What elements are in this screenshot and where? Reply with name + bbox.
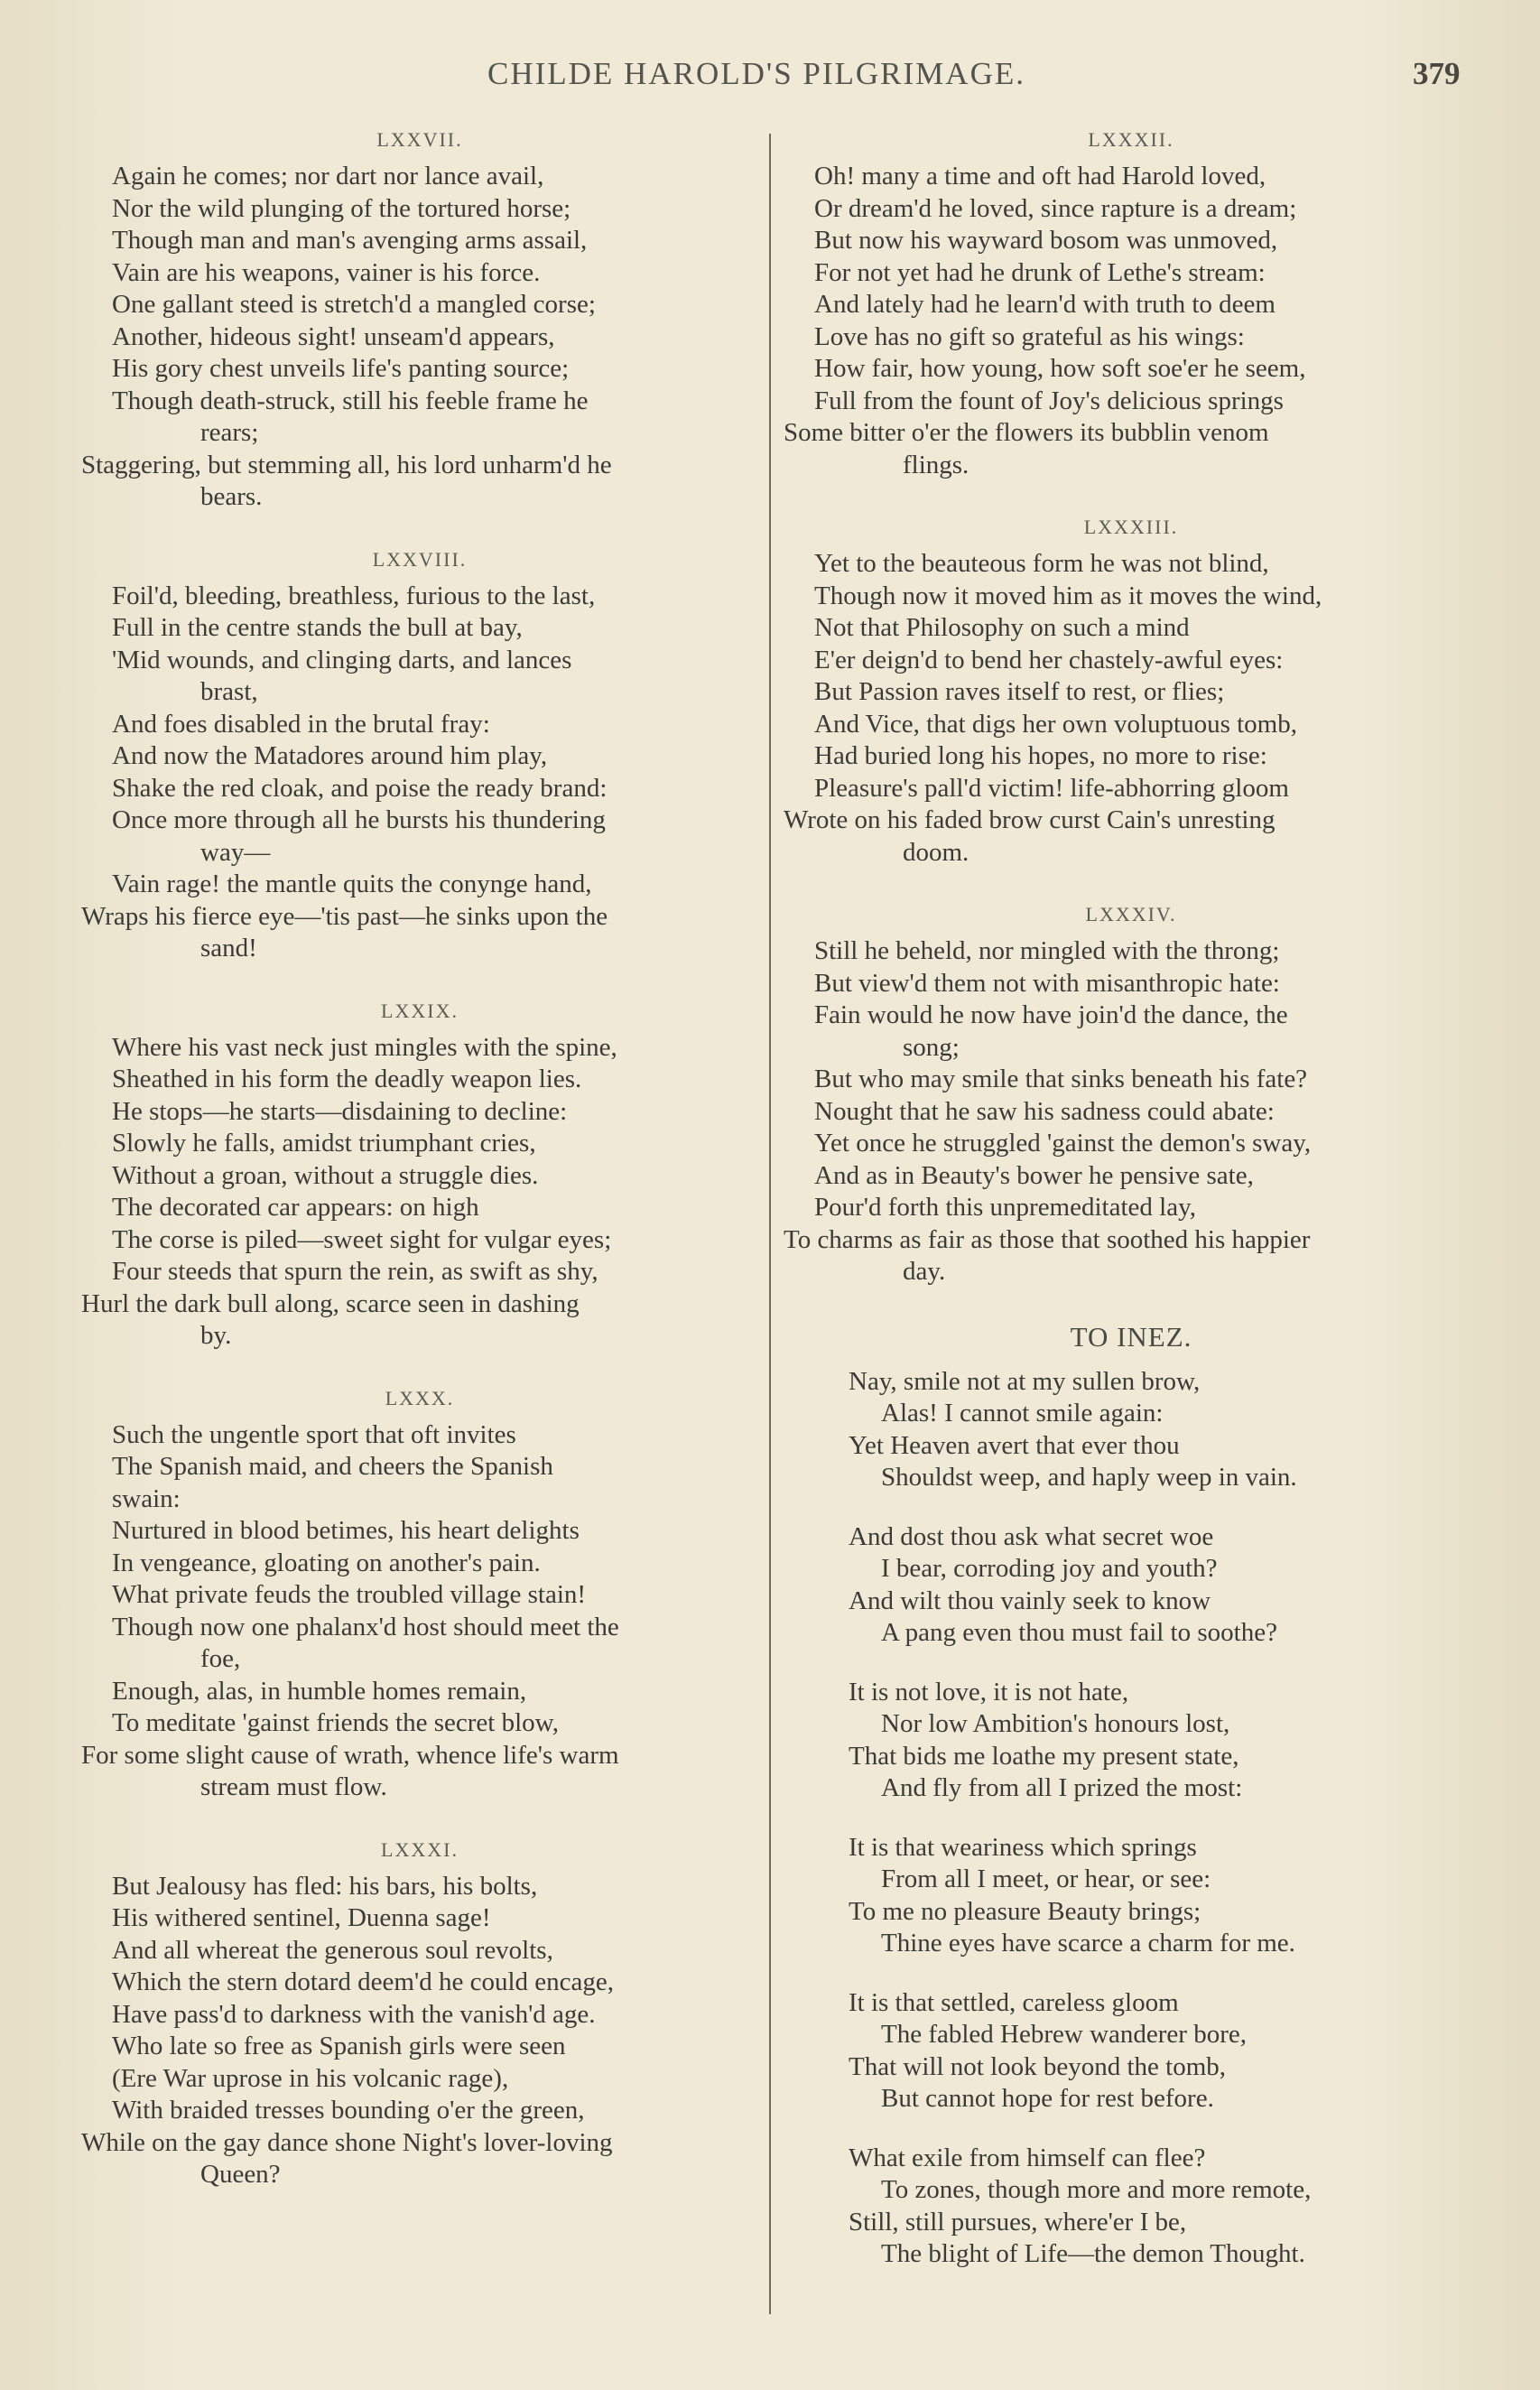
stanza-numeral: LXXXII. (1088, 128, 1174, 151)
verse-line: The corse is piled—sweet sight for vulgar eyes; (112, 1224, 612, 1254)
poem-verse (849, 2143, 1479, 2271)
right-stanzas (784, 126, 1479, 1288)
verse-line: Yet once he struggled 'gainst the demon's sway, (814, 1129, 1312, 1158)
verse-line: While on the gay dance shone Night's lover-loving (81, 2127, 613, 2157)
stanza (784, 901, 1479, 1288)
verse-line: Vain rage! the mantle quits the conynge hand, (112, 870, 592, 898)
verse-line: Have pass'd to darkness with the vanish'd age. (112, 1999, 596, 2029)
verse-line: Once more through all he bursts his thundering (112, 805, 606, 834)
verse-line: That will not look beyond the tomb, (849, 2051, 1227, 2081)
verse-line: His withered sentinel, Duenna sage! (112, 1903, 491, 1932)
verse-line: Where his vast neck just mingles with the spine, (112, 1032, 617, 1062)
verse-line: To zones, though more and more remote, (881, 2175, 1312, 2204)
verse-line: Foil'd, bleeding, breathless, furious to the last, (112, 581, 596, 610)
poem-verse (849, 1521, 1479, 1650)
poem-verse (849, 1832, 1479, 1960)
verse-line: doom. (903, 837, 969, 867)
verse-line: Hurl the dark bull along, scarce seen in dashing (81, 1288, 580, 1318)
verse-line: sand! (200, 934, 257, 963)
verse-line: The fabled Hebrew wanderer bore, (881, 2020, 1247, 2049)
verse-line: For some slight cause of wrath, whence life's warm (81, 1740, 619, 1770)
running-head (0, 56, 1540, 101)
verse-line: But Passion raves itself to rest, or flies; (814, 677, 1225, 706)
verse-line: Nay, smile not at my sullen brow, (849, 1366, 1201, 1396)
verse-line: Wrote on his faded brow curst Cain's unresting (784, 805, 1276, 834)
poem-body (784, 1366, 1479, 2271)
verse-line: And all whereat the generous soul revolts, (112, 1935, 553, 1965)
verse-line: One gallant steed is stretch'd a mangled corse; (112, 290, 596, 319)
verse-line: How fair, how young, how soft soe'er he seem, (814, 354, 1306, 383)
stanza (81, 546, 758, 965)
verse-line: Full in the centre stands the bull at bay, (112, 613, 523, 642)
verse-line: Queen? (200, 2160, 281, 2189)
verse-line: Fain would he now have join'd the dance, the (814, 1000, 1288, 1029)
verse-line: From all I meet, or hear, or see: (881, 1865, 1211, 1893)
stanza-numeral: LXXIX. (381, 999, 459, 1022)
stanza (81, 126, 758, 514)
verse-line: Slowly he falls, amidst triumphant cries, (112, 1129, 536, 1158)
stanza-numeral: LXXXI. (381, 1837, 459, 1861)
verse-line: flings. (903, 450, 969, 479)
verse-line: Alas! I cannot smile again: (881, 1399, 1164, 1427)
verse-line: Another, hideous sight! unseam'd appears, (112, 321, 555, 351)
verse-line: way— (200, 837, 271, 867)
poem-verse (849, 1366, 1479, 1494)
verse-line: Shouldst weep, and haply weep in vain. (881, 1463, 1297, 1492)
verse-line: by. (200, 1321, 232, 1350)
verse-line: Wraps his fierce eye—'tis past—he sinks upon the (81, 901, 608, 931)
verse-line: Nurtured in blood betimes, his heart delights (112, 1516, 580, 1545)
verse-line: Nor low Ambition's honours lost, (881, 1709, 1230, 1738)
verse-line: brast, (200, 677, 258, 706)
verse-line: Sheathed in his form the deadly weapon lies. (112, 1065, 582, 1093)
verse-line: Not that Philosophy on such a mind (814, 613, 1190, 642)
verse-line: I bear, corroding joy and youth? (881, 1554, 1218, 1583)
verse-line: But view'd them not with misanthropic hate: (814, 968, 1280, 998)
poem-verse (849, 1987, 1479, 2116)
verse-line: It is that weariness which springs (849, 1832, 1197, 1862)
verse-line: Though now it moved him as it moves the wind, (814, 581, 1322, 610)
verse-line: Enough, alas, in humble homes remain, (112, 1676, 527, 1706)
verse-line: A pang even thou must fail to soothe? (881, 1618, 1277, 1647)
verse-line: The blight of Life—the demon Thought. (881, 2239, 1305, 2268)
verse-line: day. (903, 1257, 946, 1286)
verse-line: bears. (200, 482, 263, 511)
verse-line: foe, (200, 1644, 241, 1673)
verse-line: Yet to the beauteous form he was not blind, (814, 549, 1269, 578)
page-number: 379 (1413, 56, 1461, 91)
stanza (784, 126, 1479, 481)
verse-line: And now the Matadores around him play, (112, 741, 548, 770)
verse-line: What private feuds the troubled village stain! (112, 1580, 587, 1609)
verse-line: Love has no gift so grateful as his wings: (814, 321, 1245, 351)
verse-line: It is not love, it is not hate, (849, 1677, 1129, 1706)
verse-line: Still, still pursues, where'er I be, (849, 2207, 1187, 2237)
verse-line: Full from the fount of Joy's delicious springs (814, 386, 1284, 415)
verse-line: Without a groan, without a struggle dies. (112, 1160, 539, 1190)
verse-line: And Vice, that digs her own voluptuous tomb, (814, 709, 1297, 739)
verse-line: Yet Heaven avert that ever thou (849, 1430, 1180, 1460)
verse-line: Pleasure's pall'd victim! life-abhorring gloom (814, 773, 1289, 803)
verse-line: song; (903, 1032, 960, 1062)
verse-line: rears; (200, 418, 259, 447)
verse-line: swain: (112, 1483, 181, 1513)
verse-line: E'er deign'd to bend her chastely-awful eyes: (814, 645, 1284, 674)
verse-line: In vengeance, gloating on another's pain. (112, 1548, 541, 1577)
running-title: CHILDE HAROLD'S PILGRIMAGE. (487, 56, 1025, 91)
verse-line: Though man and man's avenging arms assail, (112, 226, 588, 255)
stanza-numeral: LXXX. (385, 1386, 455, 1409)
stanza (81, 1837, 758, 2191)
verse-line: And foes disabled in the brutal fray: (112, 709, 490, 739)
verse-line: Or dream'd he loved, since rapture is a dream; (814, 193, 1297, 223)
stanza (784, 514, 1479, 869)
verse-line: With braided tresses bounding o'er the green, (112, 2096, 585, 2125)
verse-line: Vain are his weapons, vainer is his force. (112, 257, 541, 287)
left-column (81, 126, 758, 2224)
poem-title: TO INEZ. (1070, 1320, 1192, 1353)
verse-line: Shake the red cloak, and poise the ready brand: (112, 773, 608, 803)
verse-line: But cannot hope for rest before. (881, 2084, 1214, 2113)
right-column (784, 126, 1479, 2298)
verse-line: The decorated car appears: on high (112, 1193, 479, 1222)
verse-line: It is that settled, careless gloom (849, 1987, 1179, 2017)
verse-line: Nor the wild plunging of the tortured horse; (112, 193, 571, 223)
verse-line: But who may smile that sinks beneath his fate? (814, 1065, 1308, 1093)
stanza (81, 1385, 758, 1804)
verse-line: Though now one phalanx'd host should meet the (112, 1612, 619, 1641)
verse-line: Some bitter o'er the flowers its bubblin venom (784, 418, 1269, 447)
verse-line: To meditate 'gainst friends the secret blow, (112, 1708, 559, 1737)
column-divider (769, 134, 771, 2314)
verse-line: Nought that he saw his sadness could abate: (814, 1096, 1275, 1126)
verse-line: Thine eyes have scarce a charm for me. (881, 1929, 1295, 1958)
stanza (81, 998, 758, 1353)
verse-line: Who late so free as Spanish girls were seen (112, 2032, 566, 2060)
stanza-numeral: LXXXIII. (1083, 516, 1179, 538)
verse-line: Staggering, but stemming all, his lord unharm'd he (81, 450, 612, 479)
verse-line: To charms as fair as those that soothed his happier (784, 1224, 1311, 1254)
verse-line: Pour'd forth this unpremeditated lay, (814, 1193, 1196, 1222)
verse-line: That bids me loathe my present state, (849, 1741, 1239, 1771)
verse-line: To me no pleasure Beauty brings; (849, 1896, 1201, 1926)
verse-line: But Jealousy has fled: his bars, his bolts, (112, 1871, 538, 1901)
verse-line: And lately had he learn'd with truth to deem (814, 290, 1276, 319)
verse-line: stream must flow. (200, 1772, 387, 1801)
poem-verse (849, 1677, 1479, 1805)
verse-line: Had buried long his hopes, no more to rise: (814, 741, 1267, 770)
verse-line: And as in Beauty's bower he pensive sate, (814, 1160, 1254, 1190)
verse-line: Though death-struck, still his feeble frame he (112, 386, 589, 415)
verse-line: But now his wayward bosom was unmoved, (814, 226, 1278, 255)
verse-line: Again he comes; nor dart nor lance avail, (112, 162, 544, 191)
verse-line: The Spanish maid, and cheers the Spanish (112, 1452, 553, 1481)
verse-line: Oh! many a time and oft had Harold loved, (814, 162, 1266, 191)
verse-line: Four steeds that spurn the rein, as swift as shy, (112, 1257, 598, 1286)
stanza-numeral: LXXXIV. (1085, 903, 1177, 925)
verse-line: His gory chest unveils life's panting source; (112, 354, 570, 383)
stanza-numeral: LXXVII. (376, 128, 463, 151)
verse-line: (Ere War uprose in his volcanic rage), (112, 2063, 509, 2093)
verse-line: And dost thou ask what secret woe (849, 1521, 1214, 1551)
verse-line: What exile from himself can flee? (849, 2143, 1206, 2172)
verse-line: Which the stern dotard deem'd he could encage, (112, 1967, 614, 1996)
verse-line: Still he beheld, nor mingled with the throng; (814, 936, 1280, 965)
verse-line: 'Mid wounds, and clinging darts, and lances (112, 645, 572, 674)
verse-line: He stops—he starts—disdaining to decline: (112, 1096, 568, 1126)
stanza-numeral: LXXVIII. (372, 547, 468, 571)
verse-line: Such the ungentle sport that oft invites (112, 1419, 516, 1449)
verse-line: For not yet had he drunk of Lethe's stream: (814, 257, 1266, 287)
verse-line: And wilt thou vainly seek to know (849, 1586, 1211, 1615)
verse-line: And fly from all I prized the most: (881, 1773, 1243, 1802)
